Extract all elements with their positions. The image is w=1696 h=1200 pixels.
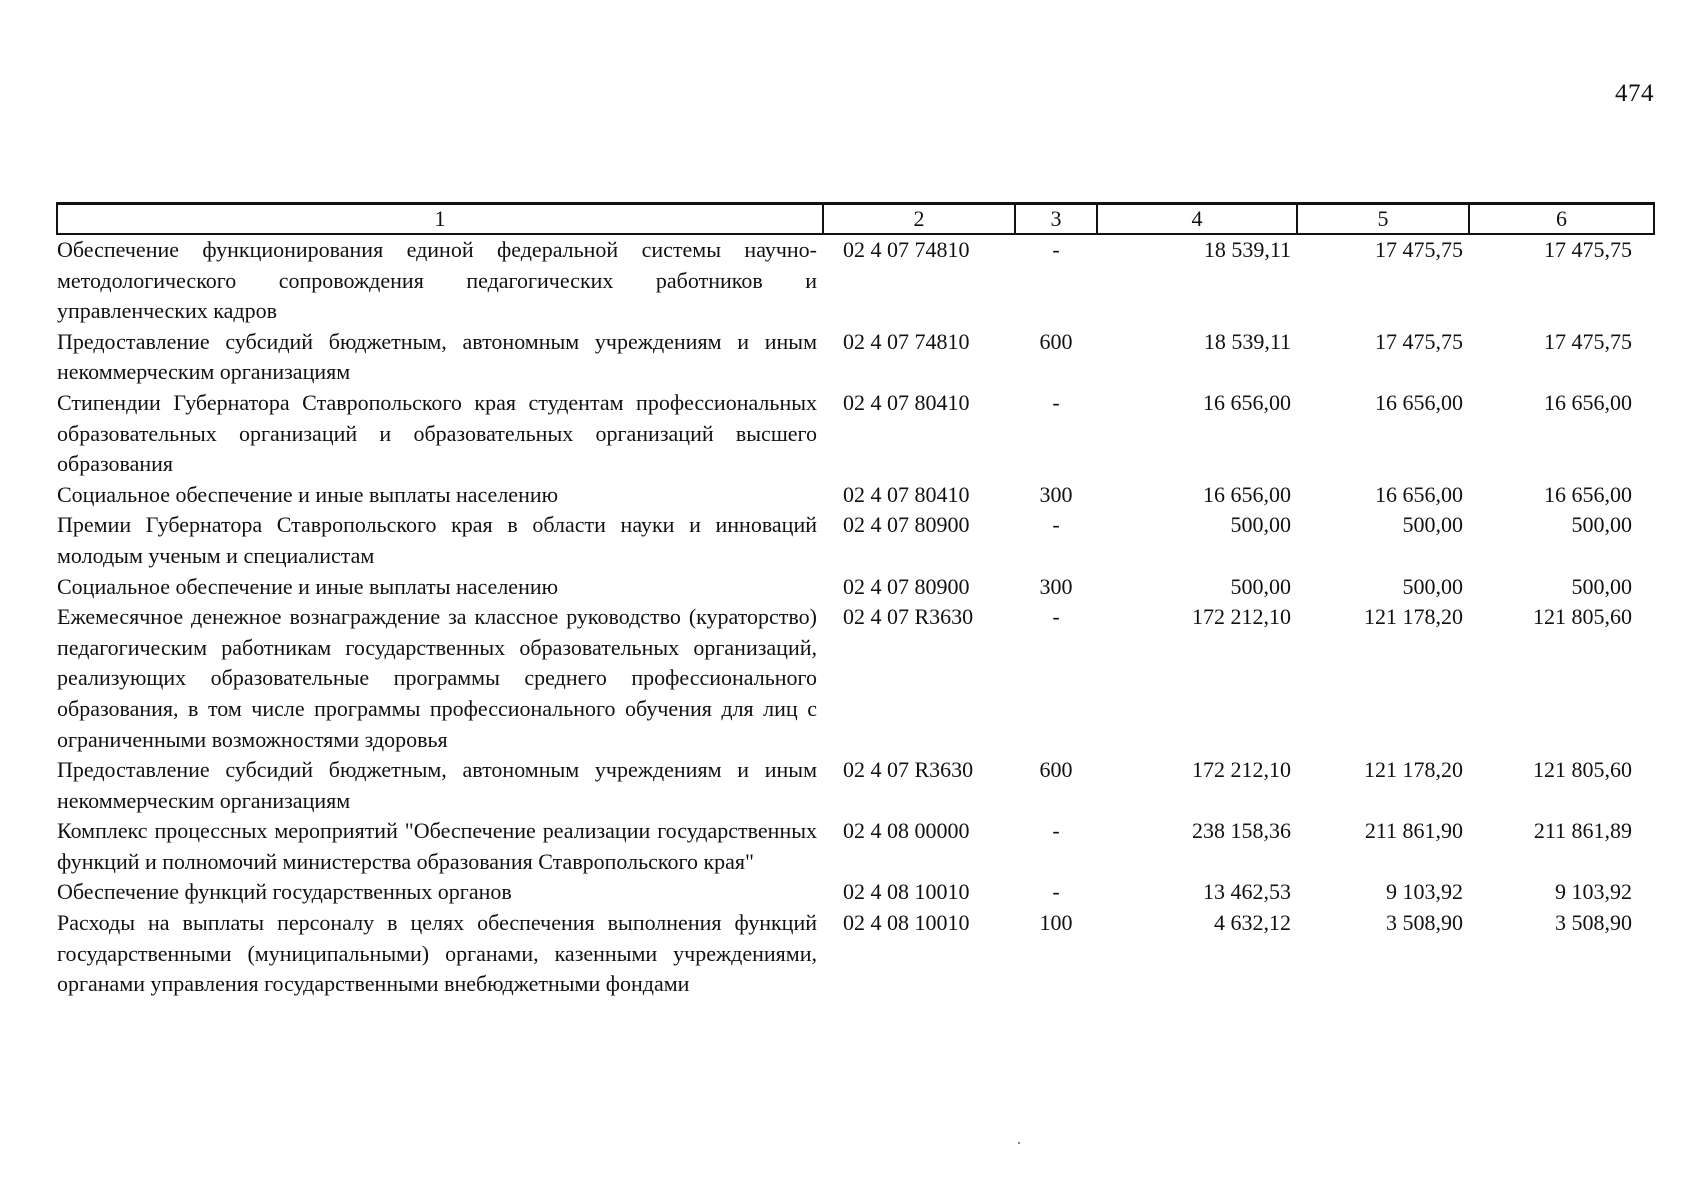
table-row — [57, 327, 1654, 388]
table-row — [57, 388, 1654, 480]
row-amount-col-5: 500,00 — [1402, 512, 1463, 538]
row-amount-col-6: 121 805,60 — [1533, 604, 1632, 630]
header-col-6: 6 — [1469, 204, 1654, 235]
row-amount-col-6: 3 508,90 — [1555, 910, 1632, 936]
header-col-2: 2 — [823, 204, 1015, 235]
row-name: Социальное обеспечение и иные выплаты населению — [57, 481, 559, 507]
row-expense-type: 100 — [1039, 910, 1073, 936]
row-expense-type: - — [1052, 604, 1060, 630]
row-target-code: 02 4 08 10010 — [843, 879, 970, 905]
row-name: Ежемесячное денежное вознаграждение за классное руководство (кураторство) педагогическим работникам государственных образовательных организаций, реализующих образовательные программы среднего профессионального образования, в том числе программы профессионального обучения для лиц с ограниченными возможностями здоровья — [57, 604, 817, 752]
budget-table — [56, 202, 1655, 1000]
row-target-code: 02 4 07 80900 — [843, 512, 970, 538]
row-amount-col-5: 17 475,75 — [1375, 328, 1463, 354]
row-amount-col-5: 16 656,00 — [1375, 481, 1463, 507]
row-target-code: 02 4 07 80900 — [843, 573, 970, 599]
row-target-code: 02 4 08 00000 — [843, 818, 970, 844]
row-amount-col-4: 238 158,36 — [1192, 818, 1291, 844]
scan-speck — [1018, 1142, 1020, 1144]
header-row — [57, 204, 1654, 235]
row-amount-col-6: 500,00 — [1571, 512, 1632, 538]
row-amount-col-6: 17 475,75 — [1544, 328, 1632, 354]
row-amount-col-4: 13 462,53 — [1203, 879, 1291, 905]
row-name: Комплекс процессных мероприятий "Обеспечение реализации государственных функций и полномочий министерства образования Ставропольского края" — [57, 818, 817, 874]
row-amount-col-6: 16 656,00 — [1544, 481, 1632, 507]
row-amount-col-4: 18 539,11 — [1203, 328, 1291, 354]
row-amount-col-4: 172 212,10 — [1192, 757, 1291, 783]
row-name: Премии Губернатора Ставропольского края в области науки и инноваций молодым ученым и специалистам — [57, 512, 817, 568]
row-target-code: 02 4 07 R3630 — [843, 604, 974, 630]
row-name: Социальное обеспечение и иные выплаты населению — [57, 573, 559, 599]
row-name: Обеспечение функций государственных органов — [57, 879, 512, 905]
header-col-5: 5 — [1297, 204, 1469, 235]
row-amount-col-6: 16 656,00 — [1544, 389, 1632, 415]
row-expense-type: - — [1052, 512, 1060, 538]
row-amount-col-4: 16 656,00 — [1203, 481, 1291, 507]
row-expense-type: - — [1052, 879, 1060, 905]
row-expense-type: 600 — [1039, 757, 1073, 783]
row-amount-col-5: 121 178,20 — [1364, 604, 1463, 630]
row-expense-type: - — [1052, 237, 1060, 262]
row-target-code: 02 4 07 80410 — [843, 481, 970, 507]
table-row — [57, 755, 1654, 816]
table-row — [57, 816, 1654, 877]
budget-table-container — [56, 202, 1653, 1000]
row-name: Стипендии Губернатора Ставропольского края студентам профессиональных образовательных организаций и образовательных организаций высшего образования — [57, 389, 817, 477]
row-amount-col-5: 16 656,00 — [1375, 389, 1463, 415]
row-expense-type: - — [1052, 389, 1060, 415]
page-number: 474 — [1615, 80, 1654, 107]
row-amount-col-4: 500,00 — [1230, 512, 1291, 538]
row-expense-type: 300 — [1039, 481, 1073, 507]
table-row — [57, 572, 1654, 603]
table-row — [57, 908, 1654, 1000]
table-body — [57, 234, 1654, 1000]
row-amount-col-6: 500,00 — [1571, 573, 1632, 599]
row-amount-col-5: 17 475,75 — [1375, 237, 1463, 262]
row-amount-col-6: 121 805,60 — [1533, 757, 1632, 783]
row-name: Обеспечение функционирования единой федеральной системы научно-методологического сопровождения педагогических работников и управленческих кадров — [57, 237, 817, 324]
header-col-3: 3 — [1015, 204, 1097, 235]
row-amount-col-6: 211 861,89 — [1533, 818, 1632, 844]
row-amount-col-4: 16 656,00 — [1203, 389, 1291, 415]
row-expense-type: 600 — [1039, 328, 1073, 354]
header-col-1: 1 — [57, 204, 823, 235]
row-expense-type: 300 — [1039, 573, 1073, 599]
row-amount-col-4: 18 539,11 — [1203, 237, 1291, 262]
row-amount-col-5: 121 178,20 — [1364, 757, 1463, 783]
row-name: Предоставление субсидий бюджетным, автономным учреждениям и иным некоммерческим организациям — [57, 328, 817, 385]
row-amount-col-5: 9 103,92 — [1386, 879, 1463, 905]
row-target-code: 02 4 07 74810 — [843, 237, 970, 262]
header-col-4: 4 — [1097, 204, 1297, 235]
table-row — [57, 602, 1654, 755]
row-target-code: 02 4 07 R3630 — [843, 757, 974, 783]
row-amount-col-4: 172 212,10 — [1192, 604, 1291, 630]
table-header — [57, 204, 1654, 235]
row-amount-col-5: 3 508,90 — [1386, 910, 1463, 936]
table-row — [57, 480, 1654, 511]
row-name: Расходы на выплаты персоналу в целях обеспечения выполнения функций государственными (муниципальными) органами, казенными учреждениями, органами управления государственными внебюджетными фондами — [57, 910, 817, 997]
row-expense-type: - — [1052, 818, 1060, 844]
row-target-code: 02 4 07 74810 — [843, 328, 970, 354]
row-amount-col-4: 500,00 — [1230, 573, 1291, 599]
row-target-code: 02 4 07 80410 — [843, 389, 970, 415]
row-name: Предоставление субсидий бюджетным, автономным учреждениям и иным некоммерческим организациям — [57, 757, 817, 813]
table-row — [57, 234, 1654, 327]
row-amount-col-4: 4 632,12 — [1214, 910, 1291, 936]
row-amount-col-5: 500,00 — [1402, 573, 1463, 599]
row-amount-col-6: 17 475,75 — [1544, 237, 1632, 262]
row-amount-col-6: 9 103,92 — [1555, 879, 1632, 905]
row-target-code: 02 4 08 10010 — [843, 910, 970, 936]
table-row — [57, 510, 1654, 571]
table-row — [57, 877, 1654, 908]
row-amount-col-5: 211 861,90 — [1364, 818, 1463, 844]
